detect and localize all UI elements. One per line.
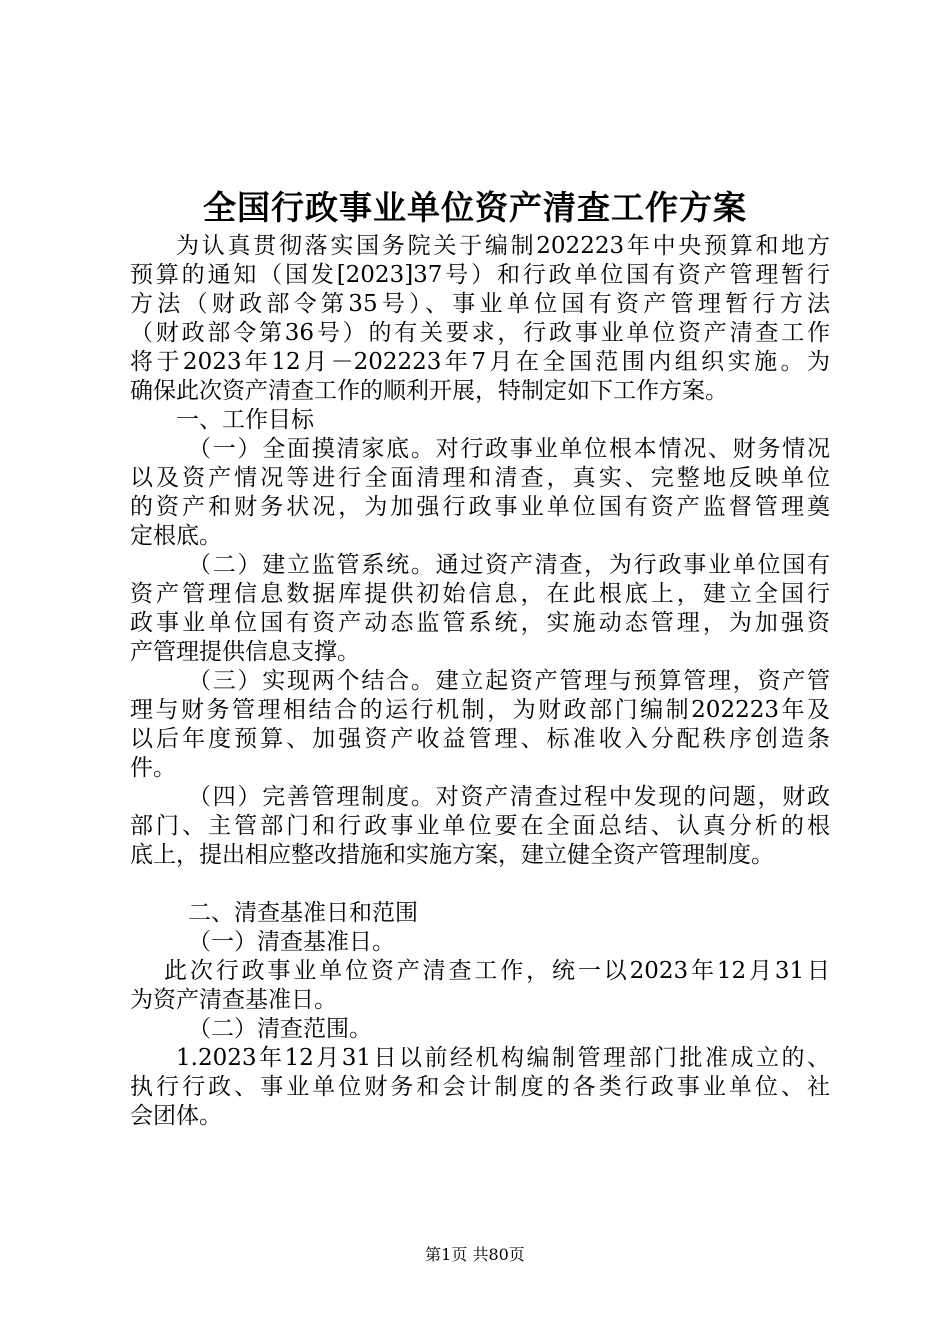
text-line: （财政部令第36号）的有关要求，行政事业单位资产清查工作 xyxy=(130,320,830,346)
text-line: 资产管理信息数据库提供初始信息，在此根底上，建立全国行 xyxy=(130,581,830,607)
paragraph-goal-2 xyxy=(130,551,830,667)
paragraph-goal-4 xyxy=(130,783,830,870)
paragraph-scope-1 xyxy=(130,1044,830,1131)
paragraph-base-date xyxy=(130,957,830,1015)
document-title: 全国行政事业单位资产清查工作方案 xyxy=(203,188,747,227)
text-line: 执行行政、事业单位财务和会计制度的各类行政事业单位、社 xyxy=(130,1074,830,1100)
text-line: 件。 xyxy=(130,755,176,781)
text-line: 会团体。 xyxy=(130,1103,222,1129)
text-line: 政事业单位国有资产动态监管系统，实施动态管理，为加强资 xyxy=(130,610,830,636)
paragraph-goal-3 xyxy=(130,667,830,783)
text-line: 以及资产情况等进行全面清理和清查，真实、完整地反映单位 xyxy=(130,465,830,491)
text-line: 此次行政事业单位资产清查工作，统一以2023年12月31日 xyxy=(164,958,830,984)
text-line: 方法（财政部令第35号）、事业单位国有资产管理暂行方法 xyxy=(130,291,830,317)
text-line: 以后年度预算、加强资产收益管理、标准收入分配秩序创造条 xyxy=(130,726,830,752)
text-line: 为资产清查基准日。 xyxy=(130,987,337,1013)
text-line: （一）全面摸清家底。对行政事业单位根本情况、财务情况 xyxy=(188,436,830,462)
text-line: 为认真贯彻落实国务院关于编制202223年中央预算和地方 xyxy=(176,233,830,259)
text-line: 确保此次资产清查工作的顺利开展，特制定如下工作方案。 xyxy=(130,378,728,404)
section-heading: 一、工作目标 xyxy=(176,407,314,433)
text-line: （二）建立监管系统。通过资产清查，为行政事业单位国有 xyxy=(188,552,830,578)
paragraph-goal-1 xyxy=(130,435,830,551)
subsection-heading: （一）清查基准日。 xyxy=(188,929,395,955)
subsection-heading: （二）清查范围。 xyxy=(188,1016,372,1042)
blank-line xyxy=(130,870,830,899)
text-line: 产管理提供信息支撑。 xyxy=(130,639,360,665)
text-line: 理与财务管理相结合的运行机制，为财政部门编制202223年及 xyxy=(130,697,830,723)
document-body xyxy=(130,232,830,1131)
text-line: 的资产和财务状况，为加强行政事业单位国有资产监督管理奠 xyxy=(130,494,830,520)
text-line: 1.2023年12月31日以前经机构编制管理部门批准成立的、 xyxy=(176,1045,830,1071)
text-line: （四）完善管理制度。对资产清查过程中发现的问题，财政 xyxy=(188,784,830,810)
text-line: 定根底。 xyxy=(130,523,222,549)
text-line: 预算的通知（国发[2023]37号）和行政单位国有资产管理暂行 xyxy=(130,262,830,288)
paragraph-intro xyxy=(130,232,830,406)
page-footer: 第1页 共80页 xyxy=(425,1245,525,1264)
section-heading: 二、清查基准日和范围 xyxy=(188,900,418,926)
text-line: 将于2023年12月－202223年7月在全国范围内组织实施。为 xyxy=(130,349,830,375)
text-line: 底上，提出相应整改措施和实施方案，建立健全资产管理制度。 xyxy=(130,842,774,868)
text-line: （三）实现两个结合。建立起资产管理与预算管理，资产管 xyxy=(188,668,830,694)
text-line: 部门、主管部门和行政事业单位要在全面总结、认真分析的根 xyxy=(130,813,830,839)
